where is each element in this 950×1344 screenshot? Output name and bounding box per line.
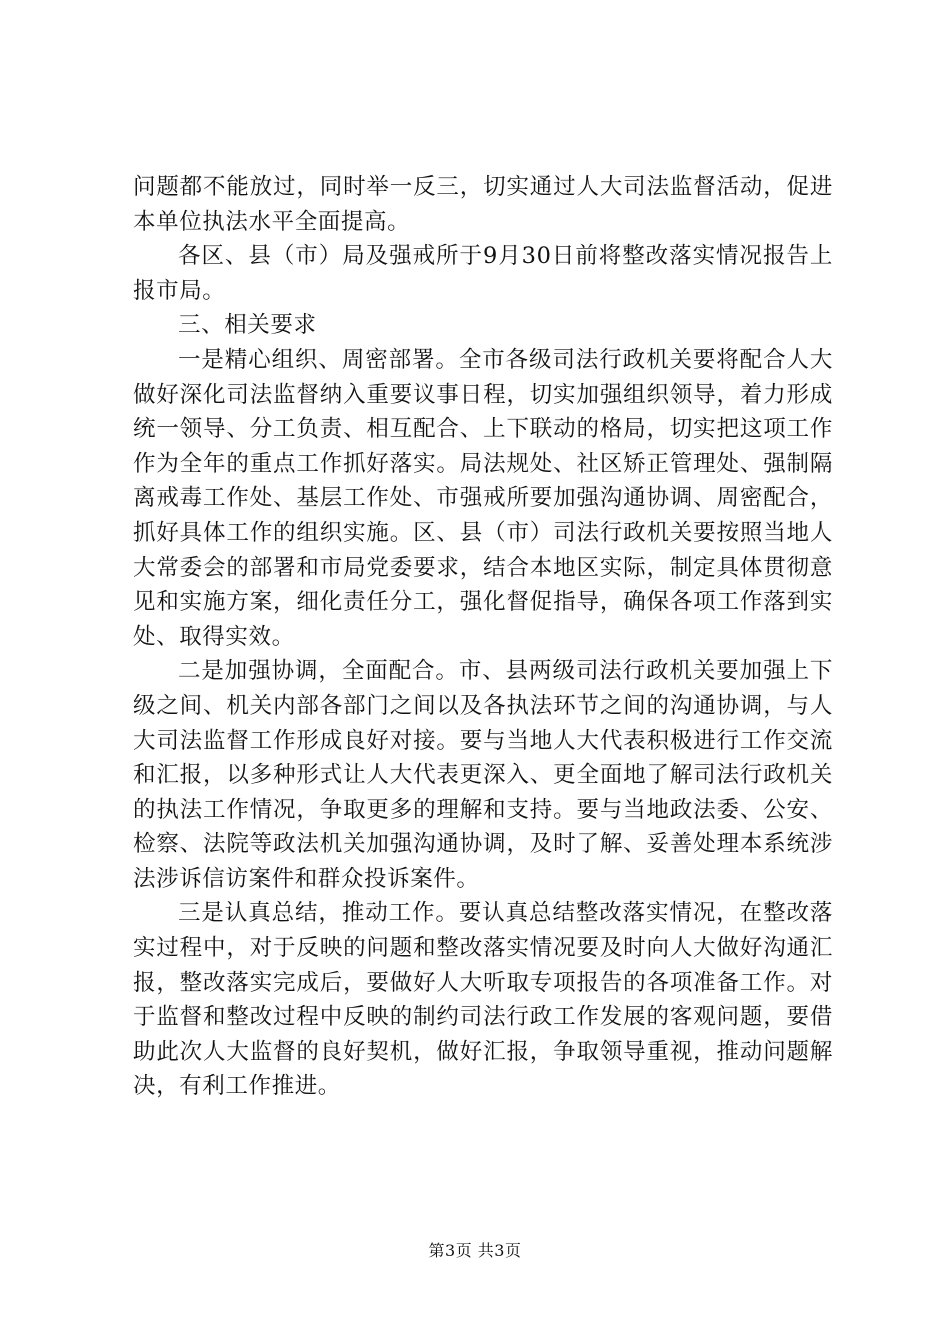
section-heading: 三、相关要求 (178, 312, 317, 339)
page-footer (0, 1241, 950, 1261)
paragraph-requirement-3: 三是认真总结，推动工作。要认真总结整改落实情况，在整改落实过程中，对于反映的问题和整改落实情况要及时向人大做好沟通汇报，整改落实完成后，要做好人大听取专项报告的各项准备工作。对于监督和整改过程中反映的制约司法行政工作发展的客观问题，要借助此次人大监督的良好契机，做好汇报，争取领导重视，推动问题解决，有利工作推进。 (133, 900, 833, 1100)
page-number: 第3页 共3页 (428, 1241, 522, 1260)
paragraph-continuation: 问题都不能放过，同时举一反三，切实通过人大司法监督活动，促进本单位执法水平全面提高。 (133, 174, 833, 235)
paragraph-requirement-1: 一是精心组织、周密部署。全市各级司法行政机关要将配合人大做好深化司法监督纳入重要议事日程，切实加强组织领导，着力形成统一领导、分工负责、相互配合、上下联动的格局，切实把这项工作作为全年的重点工作抓好落实。局法规处、社区矫正管理处、强制隔离戒毒工作处、基层工作处、市强戒所要加强沟通协调、周密配合，抓好具体工作的组织实施。区、县（市）司法行政机关要按照当地人大常委会的部署和市局党委要求，结合本地区实际，制定具体贯彻意见和实施方案，细化责任分工，强化督促指导，确保各项工作落到实处、取得实效。 (133, 346, 833, 650)
paragraph-deadline: 各区、县（市）局及强戒所于9月30日前将整改落实情况报告上报市局。 (133, 243, 833, 304)
document-body (133, 170, 833, 1104)
paragraph-requirement-2: 二是加强协调，全面配合。市、县两级司法行政机关要加强上下级之间、机关内部各部门之间以及各执法环节之间的沟通协调，与人大司法监督工作形成良好对接。要与当地人大代表积极进行工作交流和汇报，以多种形式让人大代表更深入、更全面地了解司法行政机关的执法工作情况，争取更多的理解和支持。要与当地政法委、公安、检察、法院等政法机关加强沟通协调，及时了解、妥善处理本系统涉法涉诉信访案件和群众投诉案件。 (133, 658, 833, 892)
